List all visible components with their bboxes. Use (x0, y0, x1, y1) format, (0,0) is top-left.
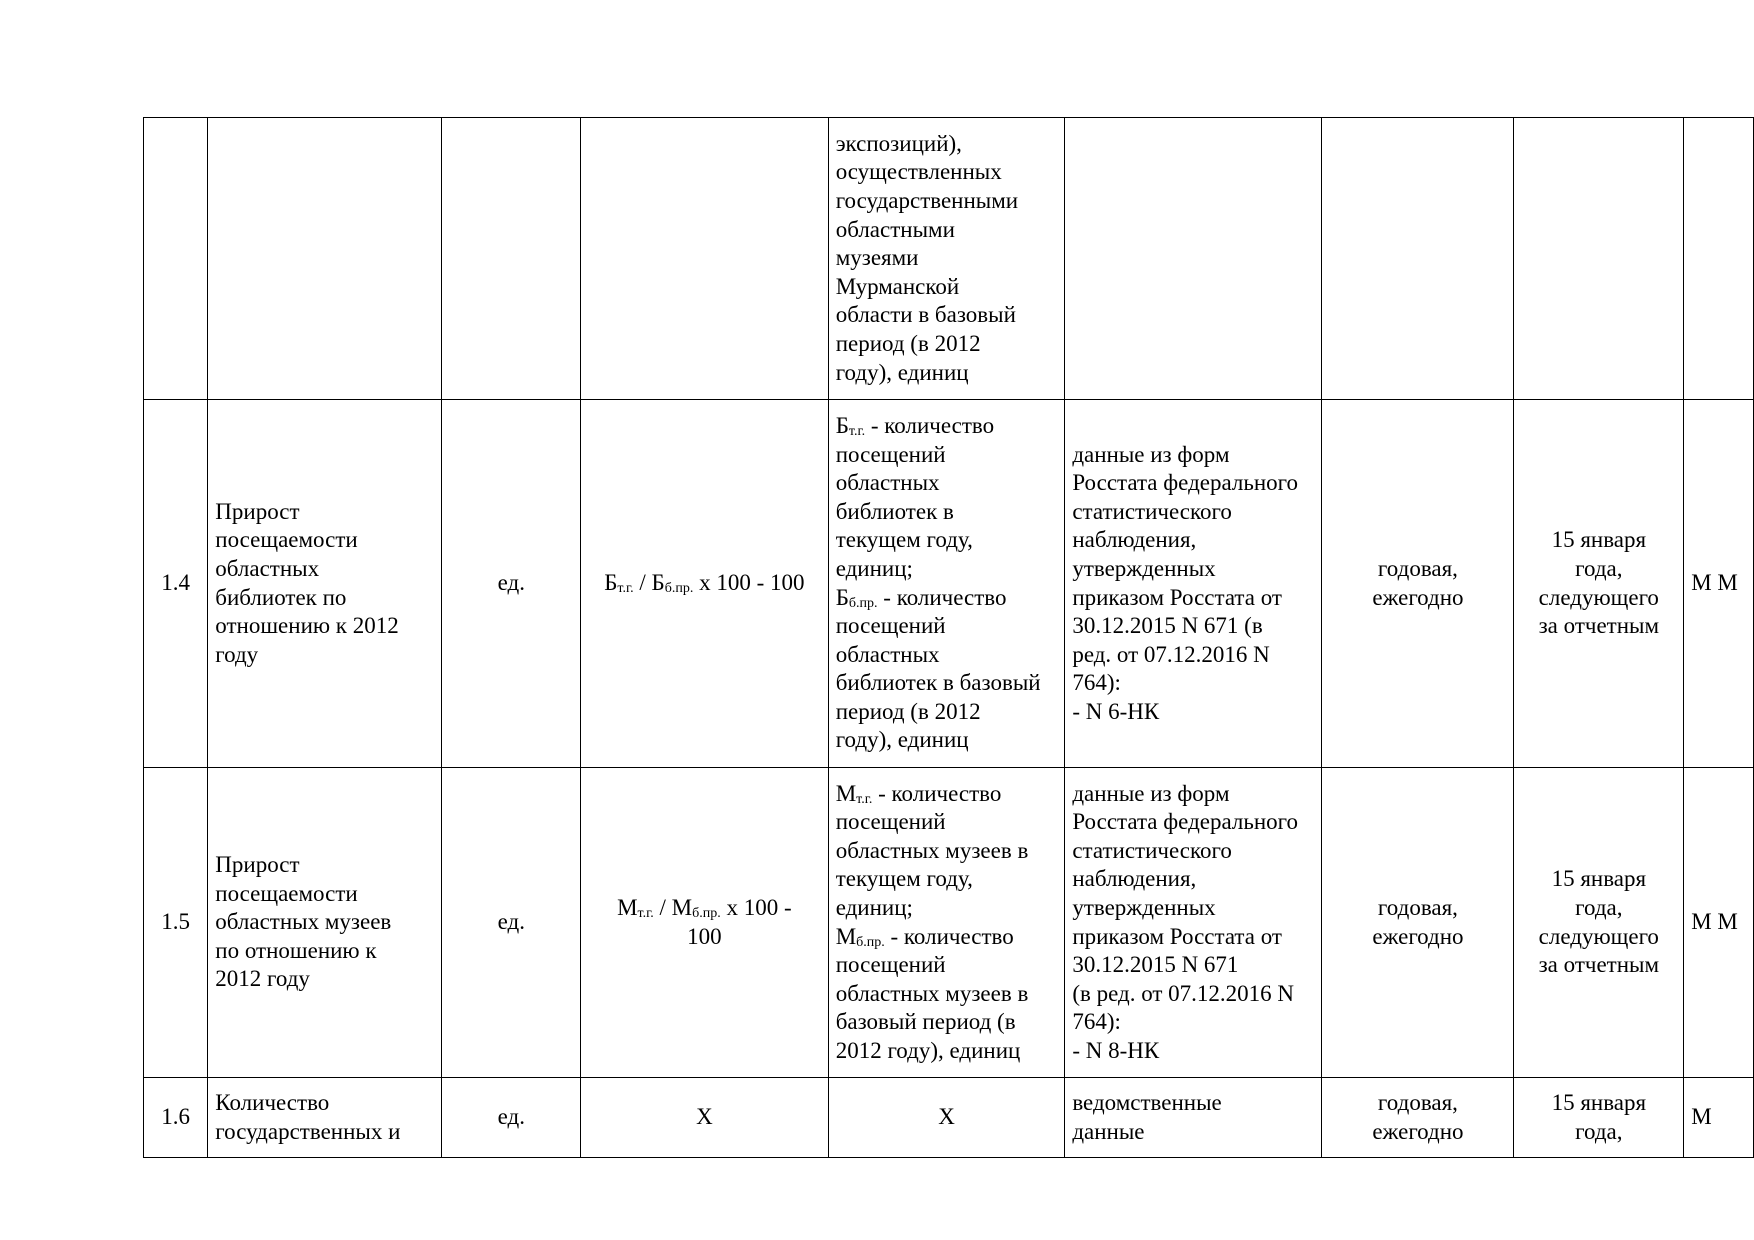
row-number: 1.6 (144, 1078, 208, 1158)
source-cell (1065, 118, 1322, 400)
source-cell: данные из форм Росстата федерального статистического наблюдения, утвержденных приказом Росстата от 30.12.2015 N 671 (в ред. от 07.12.2016 N 764): - N 6-НК (1065, 400, 1322, 768)
deadline-cell (1514, 118, 1684, 400)
truncated-cell: М М (1684, 400, 1754, 768)
description-cell: Х (828, 1078, 1065, 1158)
table-row (144, 400, 1754, 768)
indicator-name (208, 118, 442, 400)
table-row (144, 768, 1754, 1078)
unit-cell: ед. (442, 768, 581, 1078)
deadline-cell: 15 января года, (1514, 1078, 1684, 1158)
unit-cell: ед. (442, 1078, 581, 1158)
periodicity-cell (1322, 118, 1514, 400)
row-number (144, 118, 208, 400)
formula-cell: Х (581, 1078, 829, 1158)
formula-cell: $Б_{т.г.} / Б_{б.пр.}$ х 100 - 100 (581, 400, 829, 768)
subscript: т.г. (637, 905, 654, 921)
indicator-name: Прирост посещаемости областных библиотек по отношению к 2012 году (208, 400, 442, 768)
subscript: т.г. (848, 423, 866, 439)
row-number: 1.4 (144, 400, 208, 768)
formula-cell: $М_{т.г.} / М_{б.пр.}$ х 100 - 100 (581, 768, 829, 1078)
description-cell: экспозиций), осуществленных государственными областными музеями Мурманской области в базовый период (в 2012 году), единиц (828, 118, 1065, 400)
source-cell: данные из форм Росстата федерального статистического наблюдения, утвержденных приказом Росстата от 30.12.2015 N 671 (в ред. от 07.12.2016 N 764): - N 8-НК (1065, 768, 1322, 1078)
unit-cell (442, 118, 581, 400)
subscript: б.пр. (692, 905, 721, 921)
row-number: 1.5 (144, 768, 208, 1078)
periodicity-cell: годовая, ежегодно (1322, 768, 1514, 1078)
deadline-cell: 15 января года, следующего за отчетным (1514, 768, 1684, 1078)
periodicity-cell: годовая, ежегодно (1322, 1078, 1514, 1158)
subscript: т.г. (617, 581, 634, 597)
truncated-cell: М (1684, 1078, 1754, 1158)
periodicity-cell: годовая, ежегодно (1322, 400, 1514, 768)
indicators-table (143, 117, 1754, 1158)
indicator-name: Количество государственных и (208, 1078, 442, 1158)
table-row (144, 1078, 1754, 1158)
subscript: т.г. (856, 791, 873, 807)
table-row (144, 118, 1754, 400)
subscript: б.пр. (848, 595, 878, 611)
source-cell: ведомственные данные (1065, 1078, 1322, 1158)
description-cell: $Б_{т.г.}$ - количество посещений областных библиотек в текущем году, единиц; $Б_{б.пр.}$ - количество посещений областных библиотек в базовый период (в 2012 году), единиц (828, 400, 1065, 768)
subscript: б.пр. (856, 934, 885, 950)
subscript: б.пр. (664, 581, 694, 597)
description-cell: $М_{т.г.}$ - количество посещений областных музеев в текущем году, единиц; $М_{б.пр.}$ - количество посещений областных музеев в базовый период (в 2012 году), единиц (828, 768, 1065, 1078)
deadline-cell: 15 января года, следующего за отчетным (1514, 400, 1684, 768)
indicator-name: Прирост посещаемости областных музеев по отношению к 2012 году (208, 768, 442, 1078)
formula-cell (581, 118, 829, 400)
unit-cell: ед. (442, 400, 581, 768)
truncated-cell (1684, 118, 1754, 400)
truncated-cell: М М (1684, 768, 1754, 1078)
